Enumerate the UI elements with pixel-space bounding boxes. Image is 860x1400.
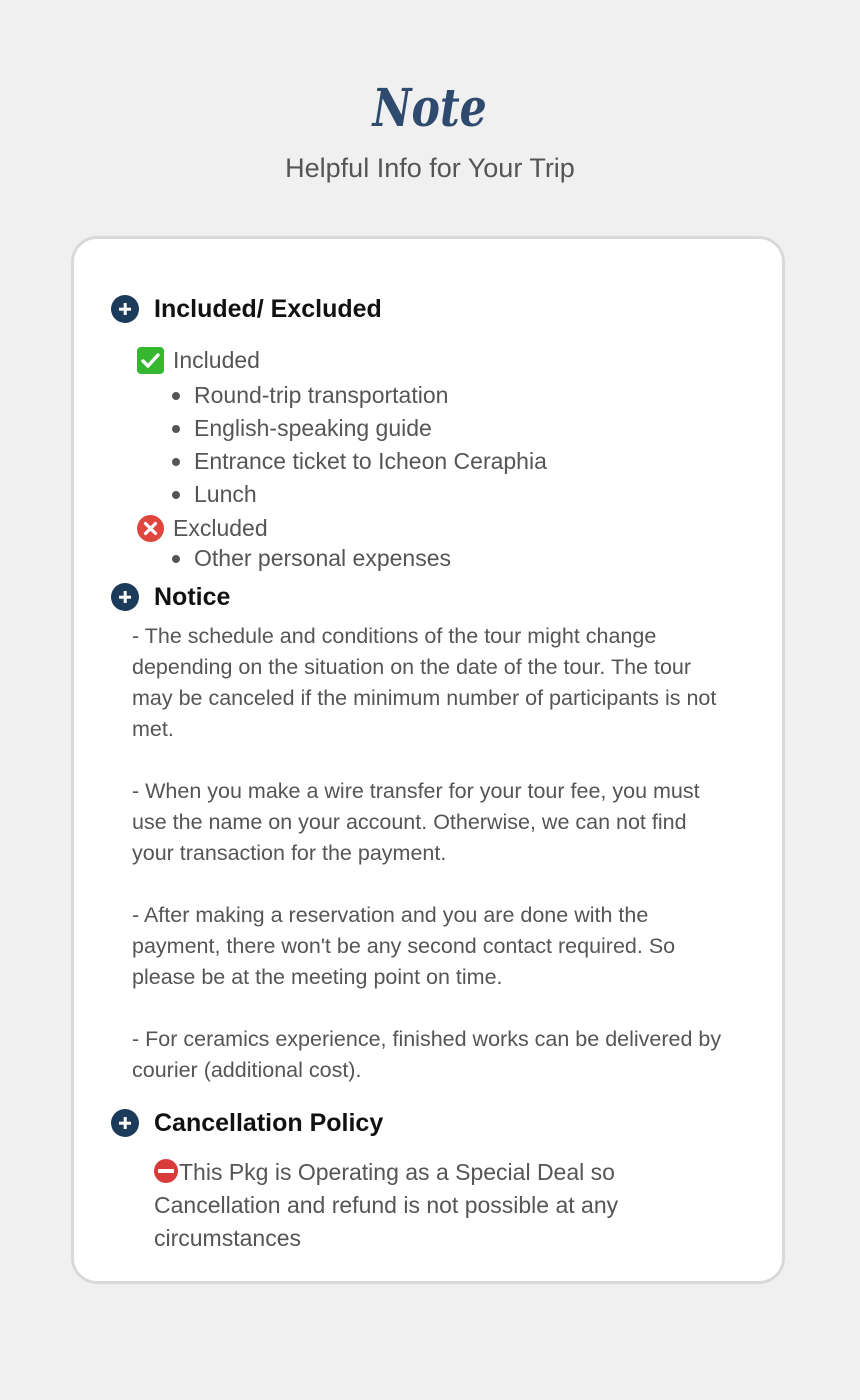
plus-circle-icon[interactable]: [111, 1109, 139, 1137]
included-heading: [137, 347, 260, 374]
list-item: Other personal expenses: [170, 542, 451, 575]
section-notice-header[interactable]: [111, 582, 230, 612]
plus-circle-icon[interactable]: [111, 583, 139, 611]
notice-paragraph: - For ceramics experience, finished works can be delivered by courier (additional cost).: [132, 1027, 722, 1082]
notice-paragraph: - The schedule and conditions of the tour might change depending on the situation on the date of the tour. The tour may be canceled if the minimum number of participants is not met.: [132, 624, 717, 741]
check-box-icon: [137, 347, 164, 374]
section-included-excluded-header[interactable]: [111, 294, 382, 324]
page-subtitle: Helpful Info for Your Trip: [285, 153, 575, 183]
page-title: Note: [372, 78, 488, 139]
section-title: Notice: [154, 583, 231, 611]
section-cancellation-header[interactable]: [111, 1108, 383, 1138]
info-card: [71, 236, 785, 1284]
included-list: [170, 379, 547, 511]
list-item: English-speaking guide: [170, 412, 547, 445]
excluded-list: [170, 542, 451, 575]
excluded-heading: [137, 515, 268, 542]
list-item: Entrance ticket to Icheon Ceraphia: [170, 445, 547, 478]
notice-paragraph: - When you make a wire transfer for your tour fee, you must use the name on your account. Otherwise, we can not find your transaction for the payment.: [132, 779, 700, 865]
no-entry-icon: [154, 1159, 178, 1183]
included-label: Included: [173, 347, 260, 373]
excluded-label: Excluded: [173, 515, 268, 541]
list-item: Round-trip transportation: [170, 379, 547, 412]
section-title: Included/ Excluded: [154, 295, 382, 323]
cancellation-body: [154, 1156, 714, 1255]
cancellation-text: This Pkg is Operating as a Special Deal so Cancellation and refund is not possible at any circumstances: [154, 1159, 619, 1251]
plus-circle-icon[interactable]: [111, 295, 139, 323]
notice-body: [132, 621, 732, 1117]
section-title: Cancellation Policy: [154, 1109, 384, 1137]
list-item: Lunch: [170, 478, 547, 511]
notice-paragraph: - After making a reservation and you are done with the payment, there won't be any second contact required. So please be at the meeting point on time.: [132, 903, 676, 989]
cross-circle-icon: [137, 515, 164, 542]
page-header: [0, 78, 860, 184]
